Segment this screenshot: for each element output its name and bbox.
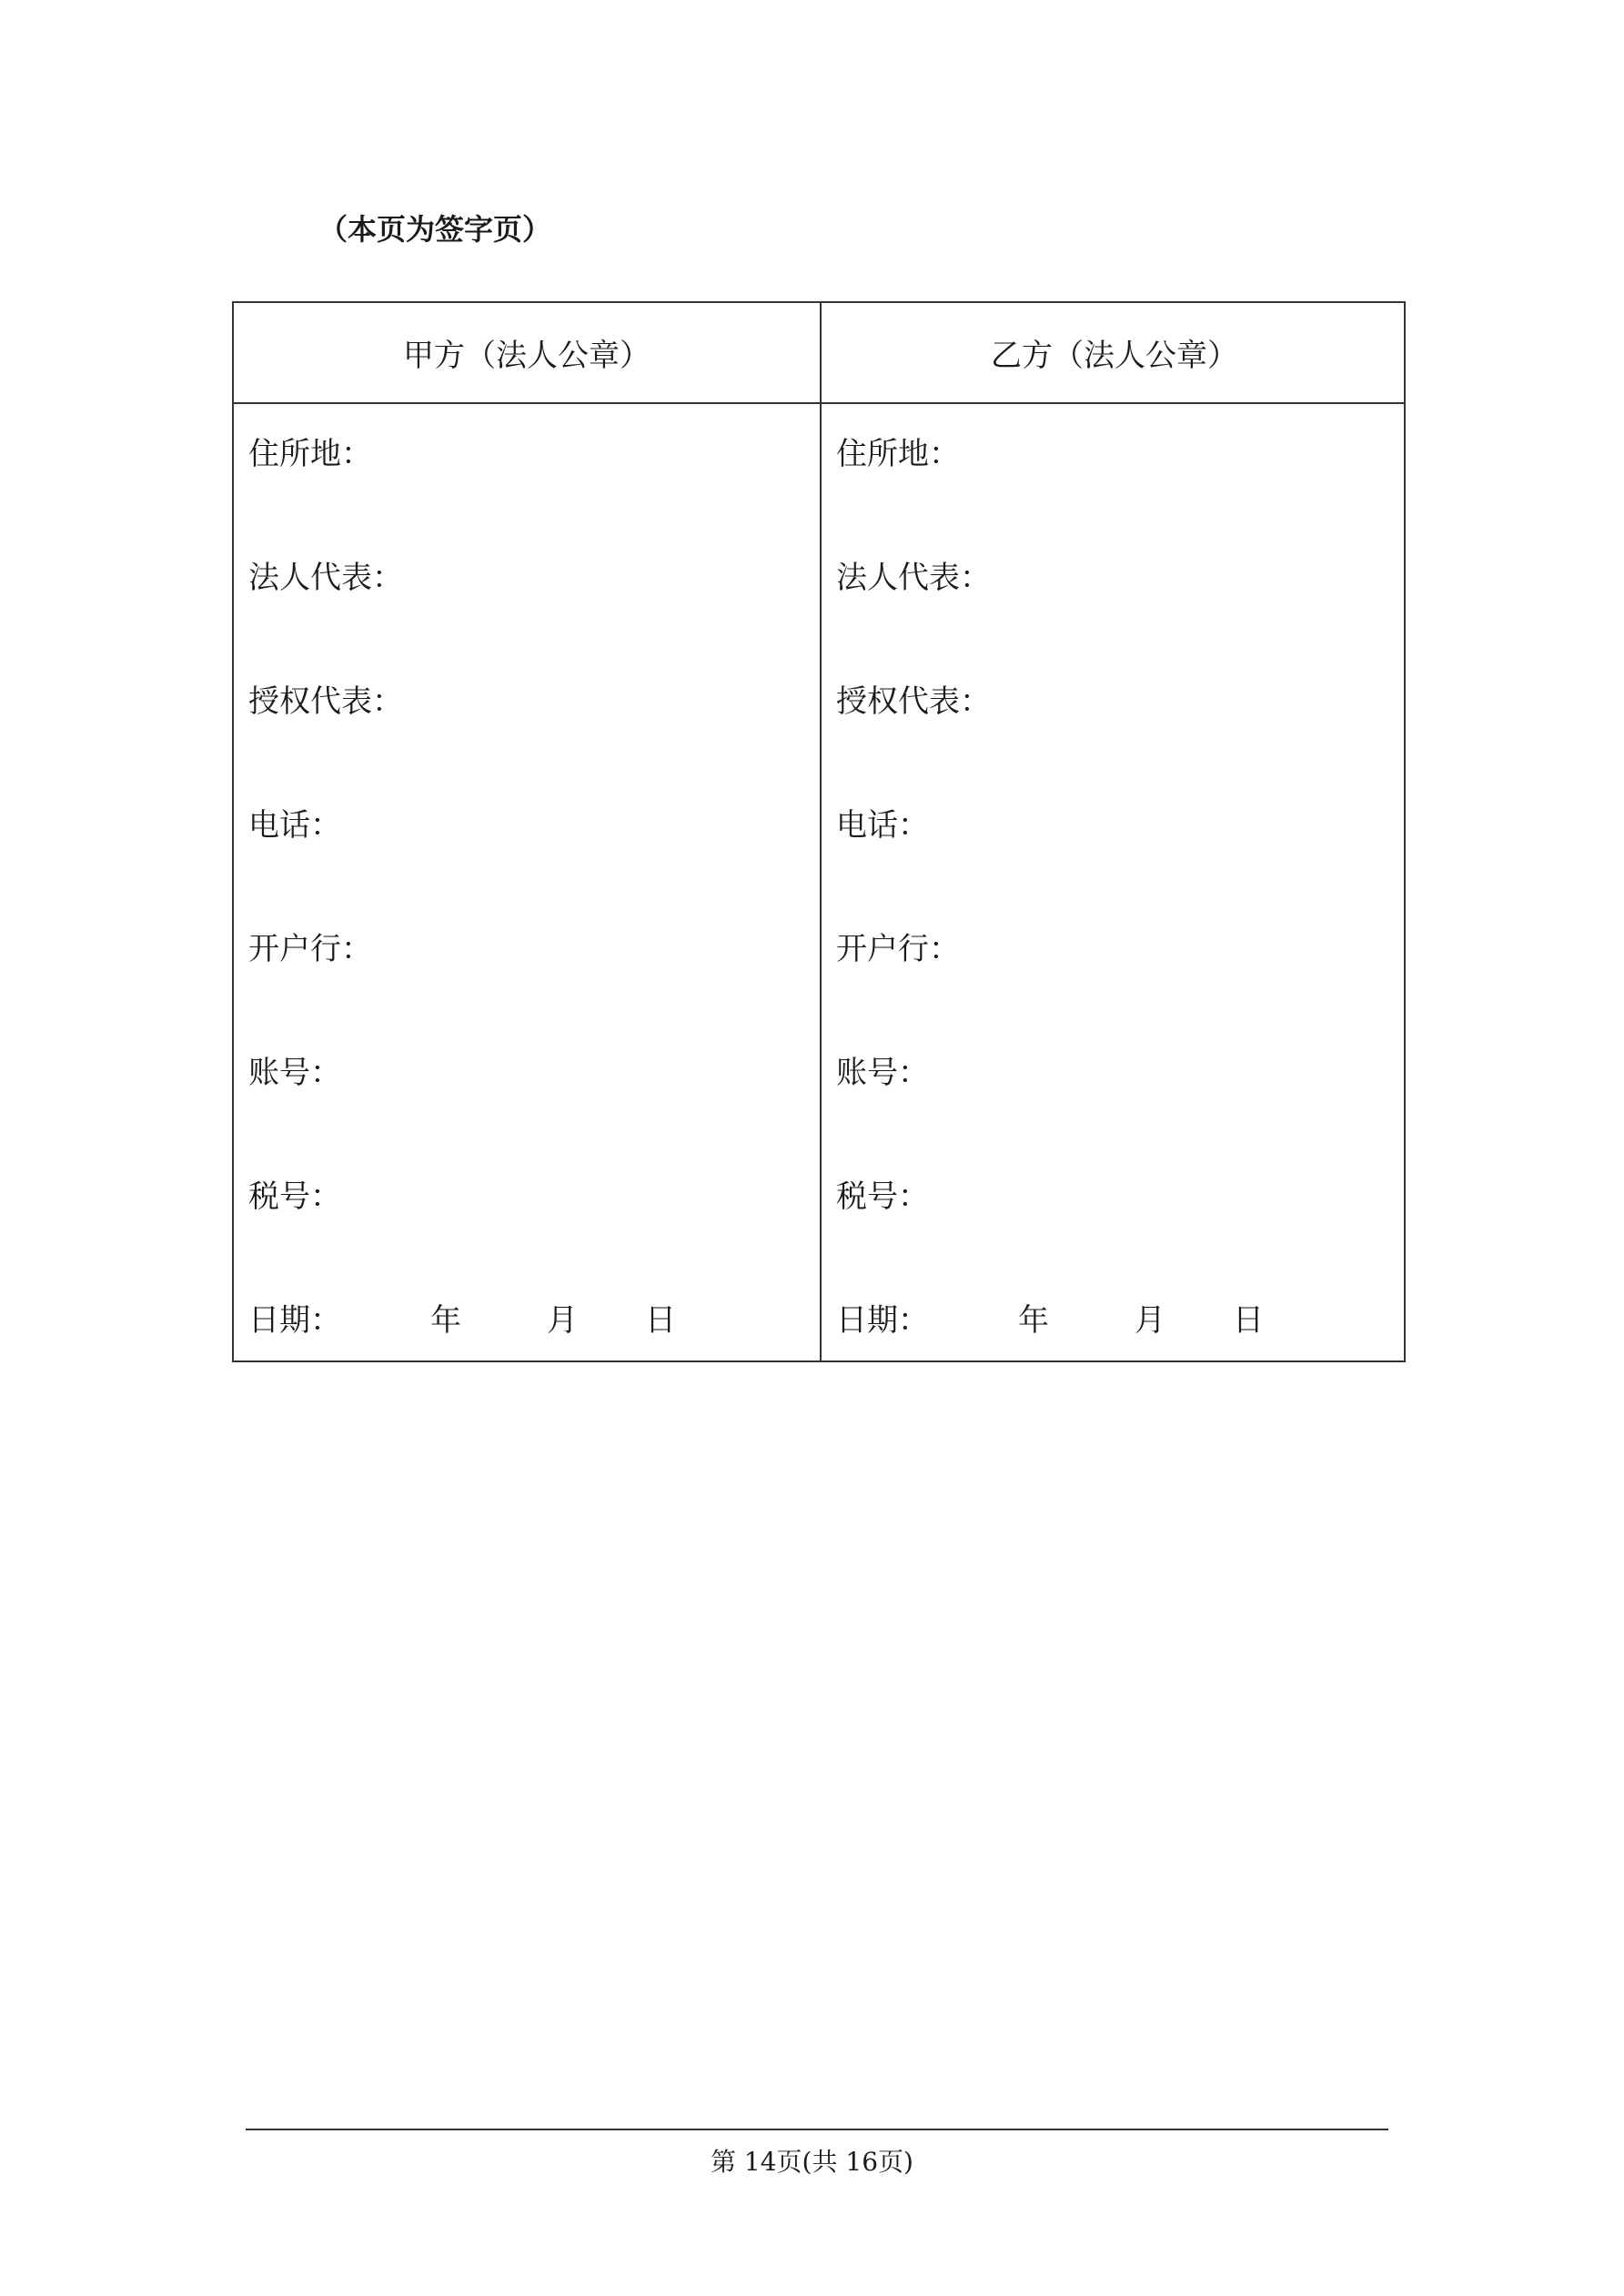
party-b-phone-label: 电话： — [836, 807, 929, 844]
signature-table — [232, 301, 1406, 1362]
party-b-authorized-rep-label: 授权代表： — [836, 683, 991, 720]
party-b-tax-id-label: 税号： — [836, 1178, 929, 1215]
party-a-month-label: 月 — [547, 1302, 578, 1339]
party-b-section — [822, 404, 1407, 1362]
footer-divider — [246, 2129, 1388, 2130]
party-a-section — [234, 404, 820, 1362]
party-a-tax-id-label: 税号： — [248, 1178, 341, 1215]
page-note: （本页为签字页） — [318, 212, 552, 247]
party-a-legal-rep-label: 法人代表： — [248, 560, 403, 596]
party-b-legal-rep-label: 法人代表： — [836, 560, 991, 596]
party-a-account-label: 账号： — [248, 1055, 341, 1091]
party-a-date-row — [248, 1293, 794, 1348]
party-b-address-label: 住所地： — [836, 436, 960, 472]
party-b-bank-label: 开户行： — [836, 931, 960, 967]
party-a-date-label: 日期： — [248, 1302, 341, 1339]
party-a-phone-label: 电话： — [248, 807, 341, 844]
party-b-day-label: 日 — [1233, 1302, 1264, 1339]
party-b-date-label: 日期： — [836, 1302, 929, 1339]
party-a-address-label: 住所地： — [248, 436, 372, 472]
party-a-header: 甲方（法人公章） — [403, 338, 651, 374]
party-a-year-label: 年 — [430, 1302, 461, 1339]
party-b-date-row — [836, 1293, 1382, 1348]
party-b-account-label: 账号： — [836, 1055, 929, 1091]
party-b-month-label: 月 — [1135, 1302, 1165, 1339]
party-a-authorized-rep-label: 授权代表： — [248, 683, 403, 720]
party-b-header: 乙方（法人公章） — [991, 338, 1238, 374]
page-number: 第 14页(共 16页) — [711, 2147, 913, 2177]
party-a-bank-label: 开户行： — [248, 931, 372, 967]
party-b-year-label: 年 — [1018, 1302, 1049, 1339]
party-a-day-label: 日 — [645, 1302, 676, 1339]
